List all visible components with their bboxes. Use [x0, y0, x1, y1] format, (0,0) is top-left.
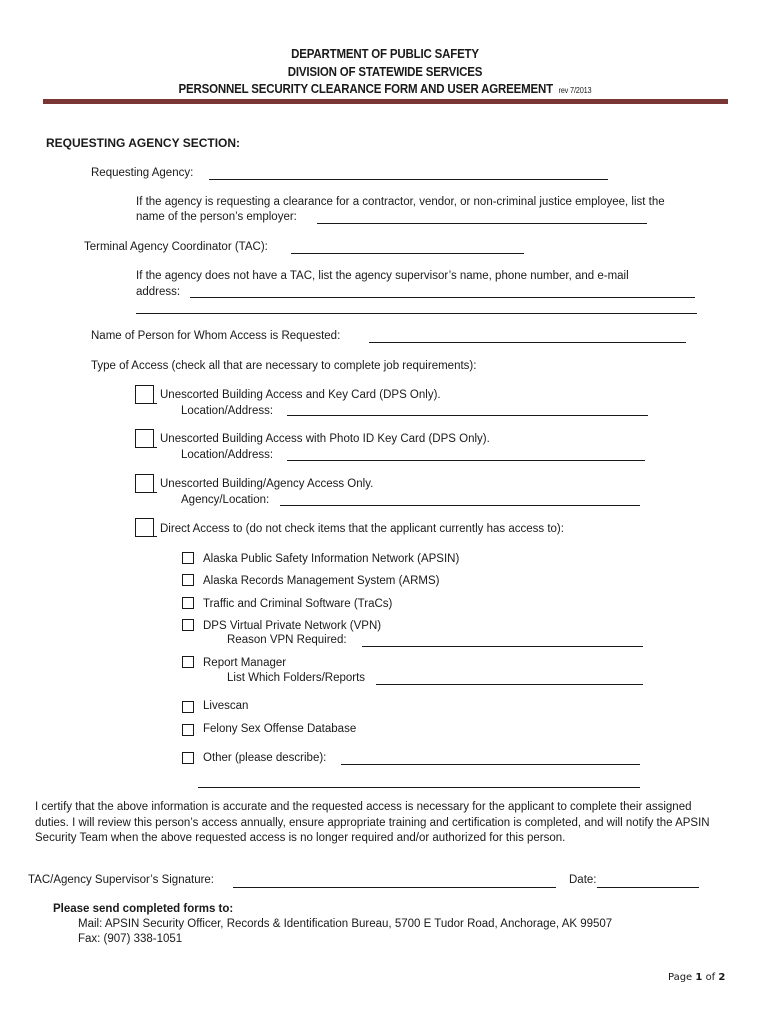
fax-number: Fax: (907) 338-1051 — [78, 933, 183, 945]
page-prefix: Page — [668, 972, 693, 983]
report-folders-input[interactable] — [376, 684, 643, 685]
other-label: Other (please describe): — [203, 752, 327, 764]
unescorted-agency-checkbox[interactable] — [135, 474, 154, 493]
requesting-agency-input[interactable] — [209, 179, 608, 180]
signature-label: TAC/Agency Supervisor’s Signature: — [28, 874, 215, 886]
header-line-1: DEPARTMENT OF PUBLIC SAFETY — [291, 47, 479, 61]
agency-location-input[interactable] — [280, 505, 640, 506]
supervisor-info-input[interactable] — [190, 297, 695, 298]
date-label: Date: — [569, 874, 597, 886]
felony-sex-offense-label: Felony Sex Offense Database — [203, 723, 357, 735]
contractor-note-line-1: If the agency is requesting a clearance for a contractor, vendor, or non-criminal justice employee, list the — [136, 196, 665, 208]
employer-input[interactable] — [317, 223, 647, 224]
tac-input[interactable] — [291, 253, 524, 254]
apsin-checkbox[interactable] — [182, 552, 194, 564]
livescan-label: Livescan — [203, 700, 249, 712]
report-folders-label: List Which Folders/Reports — [227, 672, 366, 684]
vpn-reason-label: Reason VPN Required: — [227, 634, 347, 646]
felony-sex-offense-checkbox[interactable] — [182, 724, 194, 736]
unescorted-agency-label: Unescorted Building/Agency Access Only. — [160, 478, 374, 490]
send-title: Please send completed forms to: — [53, 903, 234, 915]
requesting-agency-label: Requesting Agency: — [91, 167, 194, 179]
page-current: 1 — [695, 972, 703, 983]
apsin-label: Alaska Public Safety Information Network (APSIN) — [203, 553, 460, 565]
no-tac-note-line-1: If the agency does not have a TAC, list the agency supervisor’s name, phone number, and e-mail — [136, 270, 629, 282]
report-manager-label: Report Manager — [203, 657, 287, 669]
page-total: 2 — [718, 972, 726, 983]
tracs-checkbox[interactable] — [182, 597, 194, 609]
other-description-input[interactable] — [341, 764, 640, 765]
key-card-location-input[interactable] — [287, 415, 648, 416]
no-tac-note-line-2: address: — [136, 286, 181, 298]
report-manager-checkbox[interactable] — [182, 656, 194, 668]
unescorted-key-card-checkbox[interactable] — [135, 385, 154, 404]
agency-location-label: Agency/Location: — [181, 494, 270, 506]
vpn-checkbox[interactable] — [182, 619, 194, 631]
section-title: REQUESTING AGENCY SECTION: — [46, 136, 241, 150]
vpn-reason-input[interactable] — [362, 646, 643, 647]
tracs-label: Traffic and Criminal Software (TraCs) — [203, 598, 393, 610]
other-description-input-2[interactable] — [198, 787, 640, 788]
arms-checkbox[interactable] — [182, 574, 194, 586]
form-title-text: PERSONNEL SECURITY CLEARANCE FORM AND USER AGREEMENT — [178, 82, 553, 96]
livescan-checkbox[interactable] — [182, 701, 194, 713]
other-checkbox[interactable] — [182, 752, 194, 764]
header-line-2: DIVISION OF STATEWIDE SERVICES — [287, 65, 483, 79]
supervisor-info-input-2[interactable] — [136, 313, 697, 314]
revision-label: rev 7/2013 — [558, 86, 592, 95]
direct-access-label: Direct Access to (do not check items that the applicant currently has access to): — [160, 523, 564, 535]
person-name-input[interactable] — [369, 342, 686, 343]
photo-id-location-input[interactable] — [287, 460, 645, 461]
unescorted-photo-id-checkbox[interactable] — [135, 429, 154, 448]
mail-address: Mail: APSIN Security Officer, Records & Identification Bureau, 5700 E Tudor Road, Anchorage, AK 99507 — [78, 918, 613, 930]
contractor-note-line-2: name of the person’s employer: — [136, 211, 297, 223]
certification-text: I certify that the above information is accurate and the requested access is necessary for the applicant to complete their assigned duties. I will review this person’s access annually, ensure appropriate training and certification is completed, and will notify the APSIN Security Team when the above requested access is no longer required and/or authorized for this person. — [35, 801, 710, 844]
header-rule — [43, 99, 728, 104]
tac-label: Terminal Agency Coordinator (TAC): — [84, 241, 268, 253]
photo-id-location-label: Location/Address: — [181, 449, 274, 461]
person-name-label: Name of Person for Whom Access is Requested: — [91, 330, 341, 342]
unescorted-photo-id-label: Unescorted Building Access with Photo ID Key Card (DPS Only). — [160, 433, 490, 445]
key-card-location-label: Location/Address: — [181, 405, 274, 417]
form-title — [31, 82, 739, 96]
type-of-access-label: Type of Access (check all that are necessary to complete job requirements): — [91, 360, 477, 372]
arms-label: Alaska Records Management System (ARMS) — [203, 575, 440, 587]
date-input[interactable] — [597, 887, 699, 888]
direct-access-checkbox[interactable] — [135, 518, 154, 537]
unescorted-key-card-label: Unescorted Building Access and Key Card (DPS Only). — [160, 389, 441, 401]
page-number — [668, 972, 725, 983]
page-of: of — [705, 972, 716, 983]
signature-input[interactable] — [233, 887, 556, 888]
vpn-label: DPS Virtual Private Network (VPN) — [203, 620, 382, 632]
